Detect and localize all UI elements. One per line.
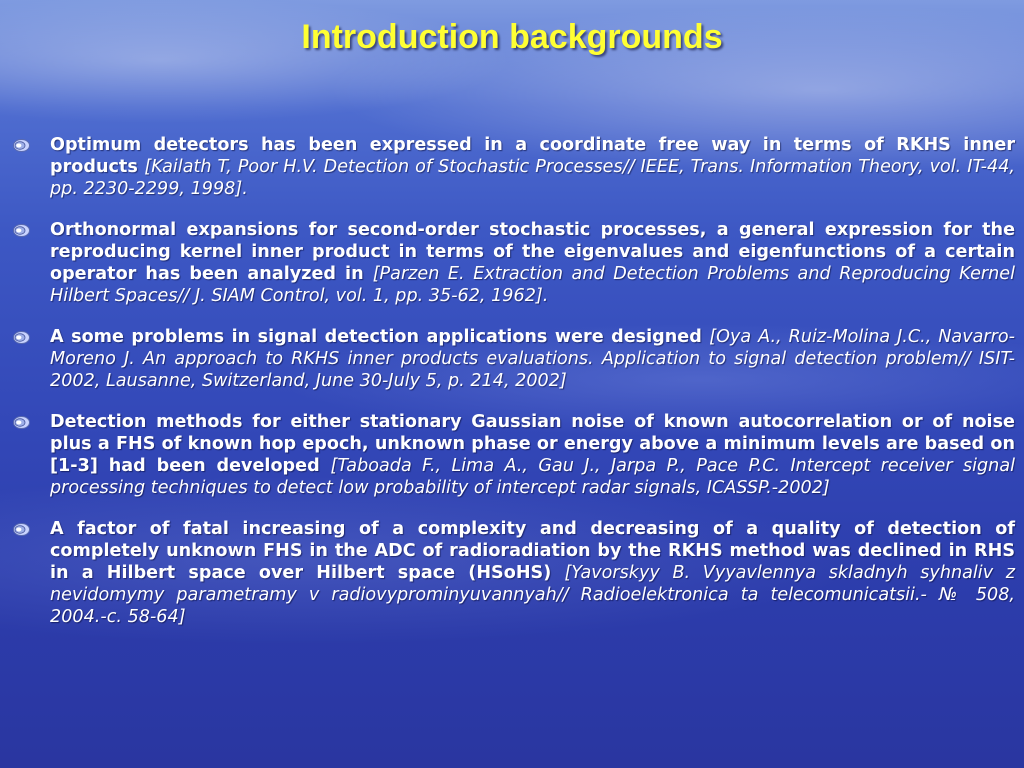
- swirl-bullet-icon: [12, 415, 31, 430]
- swirl-bullet-icon: [12, 330, 31, 345]
- bullet-text: Detection methods for either stationary Gaussian noise of known autocorrelation or of noise plus a FHS of known hop epoch, unknown phase or energy above a minimum levels are based on [1-3] had been developed: [50, 412, 1015, 476]
- bullet-text: A some problems in signal detection applications were designed: [50, 327, 710, 347]
- swirl-bullet-icon: [12, 522, 31, 537]
- bullet-item: [12, 326, 1015, 392]
- swirl-bullet-icon: [12, 223, 31, 238]
- bullet-reference: [Taboada F., Lima A., Gau J., Jarpa P., Pace P.C. Intercept receiver signal processing techniques to detect low probability of intercept radar signals, ICASSP.-2002]: [50, 456, 1015, 498]
- bullet-text: Orthonormal expansions for second-order stochastic processes, a general expression for the reproducing kernel inner product in terms of the eigenvalues and eigenfunctions of a certain operator has been analyzed in: [50, 220, 1015, 284]
- swirl-bullet-icon: [12, 138, 31, 153]
- bullet-item: [12, 518, 1015, 628]
- bullet-item: [12, 219, 1015, 307]
- bullet-item: [12, 134, 1015, 200]
- bullet-reference: [Kailath T, Poor H.V. Detection of Stochastic Processes// IEEE, Trans. Information Theory, vol. IT-44, pp. 2230-2299, 1998].: [50, 157, 1016, 199]
- bullet-text: Optimum detectors has been expressed in a coordinate free way in terms of RKHS inner products: [50, 135, 1015, 177]
- bullet-reference: [Parzen E. Extraction and Detection Problems and Reproducing Kernel Hilbert Spaces// J. SIAM Control, vol. 1, pp. 35-62, 1962].: [50, 264, 1015, 306]
- bullet-text: A factor of fatal increasing of a complexity and decreasing of a quality of detection of completely unknown FHS in the ADC of radioradiation by the RKHS method was declined in RHS in a Hilbert space over Hilbert space (HSoHS): [50, 519, 1015, 583]
- bullet-reference: [Yavorskyy B. Vyyavlennya skladnyh syhnaliv z nevidomymy parametramy v radiovyprominyuvannyah// Radioelektronica ta telecomunicatsii.- № 508, 2004.-c. 58-64]: [50, 563, 1015, 627]
- bullet-reference: [Oya A., Ruiz-Molina J.C., Navarro-Moreno J. An approach to RKHS inner products evaluations. Application to signal detection problem// ISIT-2002, Lausanne, Switzerland, June 30-July 5, p. 214, 2002]: [50, 327, 1015, 391]
- slide-title: Introduction backgrounds: [301, 18, 723, 56]
- bullet-item: [12, 411, 1015, 499]
- bullet-list: [12, 134, 1015, 647]
